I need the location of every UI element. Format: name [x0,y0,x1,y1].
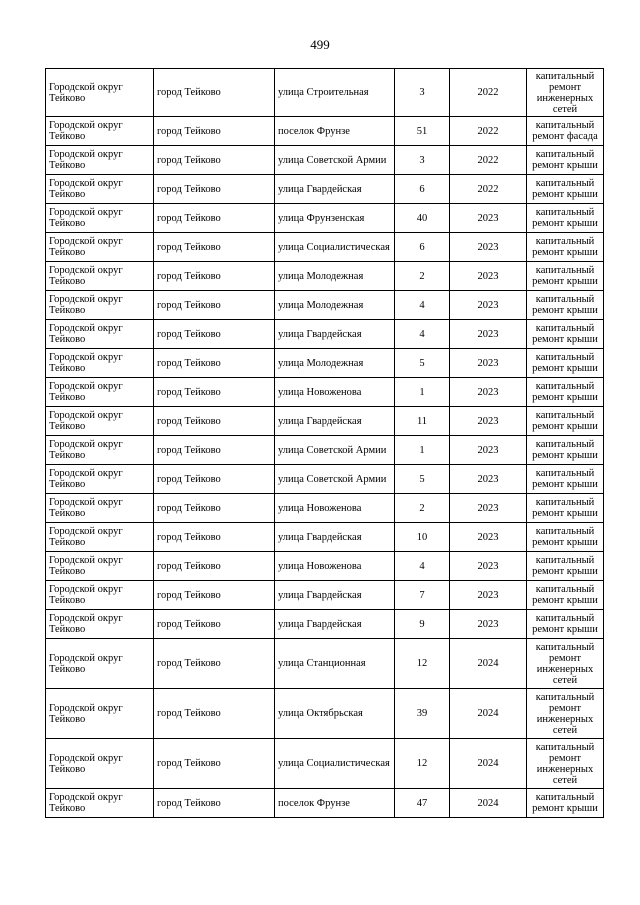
year-cell: 2023 [450,581,527,610]
work-type-cell: капитальный ремонт крыши [527,204,604,233]
house-number-cell: 2 [395,494,450,523]
street-cell: улица Новоженова [275,494,395,523]
year-cell: 2022 [450,175,527,204]
street-cell: улица Советской Армии [275,465,395,494]
table-row [46,552,604,581]
district-cell: Городской округ Тейково [46,610,154,639]
table-row [46,233,604,262]
district-cell: Городской округ Тейково [46,465,154,494]
work-type-cell: капитальный ремонт крыши [527,349,604,378]
table-row [46,581,604,610]
table-row [46,523,604,552]
district-cell: Городской округ Тейково [46,204,154,233]
year-cell: 2023 [450,494,527,523]
street-cell: улица Молодежная [275,291,395,320]
district-cell: Городской округ Тейково [46,523,154,552]
street-cell: улица Гвардейская [275,407,395,436]
city-cell: город Тейково [154,204,275,233]
district-cell: Городской округ Тейково [46,436,154,465]
work-type-cell: капитальный ремонт крыши [527,494,604,523]
district-cell: Городской округ Тейково [46,639,154,689]
table-row [46,639,604,689]
city-cell: город Тейково [154,436,275,465]
city-cell: город Тейково [154,233,275,262]
table-row [46,262,604,291]
year-cell: 2024 [450,639,527,689]
table-row [46,436,604,465]
district-cell: Городской округ Тейково [46,739,154,789]
work-type-cell: капитальный ремонт крыши [527,436,604,465]
city-cell: город Тейково [154,320,275,349]
house-number-cell: 6 [395,175,450,204]
city-cell: город Тейково [154,689,275,739]
street-cell: улица Советской Армии [275,146,395,175]
district-cell: Городской округ Тейково [46,291,154,320]
year-cell: 2023 [450,610,527,639]
city-cell: город Тейково [154,494,275,523]
house-number-cell: 5 [395,349,450,378]
house-number-cell: 47 [395,789,450,818]
city-cell: город Тейково [154,552,275,581]
house-number-cell: 9 [395,610,450,639]
year-cell: 2023 [450,204,527,233]
house-number-cell: 12 [395,739,450,789]
city-cell: город Тейково [154,69,275,117]
district-cell: Городской округ Тейково [46,552,154,581]
city-cell: город Тейково [154,610,275,639]
city-cell: город Тейково [154,291,275,320]
house-number-cell: 4 [395,291,450,320]
district-cell: Городской округ Тейково [46,581,154,610]
street-cell: улица Гвардейская [275,610,395,639]
table-row [46,494,604,523]
year-cell: 2022 [450,146,527,175]
city-cell: город Тейково [154,523,275,552]
work-type-cell: капитальный ремонт крыши [527,262,604,291]
street-cell: улица Гвардейская [275,581,395,610]
year-cell: 2022 [450,117,527,146]
year-cell: 2024 [450,689,527,739]
street-cell: улица Гвардейская [275,320,395,349]
house-number-cell: 51 [395,117,450,146]
house-number-cell: 4 [395,320,450,349]
district-cell: Городской округ Тейково [46,175,154,204]
year-cell: 2023 [450,465,527,494]
city-cell: город Тейково [154,789,275,818]
city-cell: город Тейково [154,581,275,610]
city-cell: город Тейково [154,739,275,789]
work-type-cell: капитальный ремонт крыши [527,291,604,320]
year-cell: 2023 [450,320,527,349]
house-number-cell: 2 [395,262,450,291]
city-cell: город Тейково [154,349,275,378]
table-row [46,204,604,233]
work-type-cell: капитальный ремонт крыши [527,407,604,436]
year-cell: 2022 [450,69,527,117]
work-type-cell: капитальный ремонт крыши [527,146,604,175]
district-cell: Городской округ Тейково [46,494,154,523]
work-type-cell: капитальный ремонт крыши [527,552,604,581]
work-type-cell: капитальный ремонт инженерных сетей [527,689,604,739]
city-cell: город Тейково [154,465,275,494]
house-number-cell: 10 [395,523,450,552]
house-number-cell: 3 [395,146,450,175]
work-type-cell: капитальный ремонт инженерных сетей [527,639,604,689]
year-cell: 2023 [450,262,527,291]
work-type-cell: капитальный ремонт крыши [527,581,604,610]
street-cell: улица Молодежная [275,349,395,378]
city-cell: город Тейково [154,407,275,436]
year-cell: 2023 [450,349,527,378]
house-number-cell: 3 [395,69,450,117]
street-cell: улица Октябрьская [275,689,395,739]
street-cell: улица Гвардейская [275,175,395,204]
table-row [46,789,604,818]
table-row [46,465,604,494]
work-type-cell: капитальный ремонт крыши [527,523,604,552]
work-type-cell: капитальный ремонт инженерных сетей [527,739,604,789]
city-cell: город Тейково [154,639,275,689]
street-cell: улица Советской Армии [275,436,395,465]
house-number-cell: 11 [395,407,450,436]
street-cell: поселок Фрунзе [275,789,395,818]
year-cell: 2023 [450,552,527,581]
table-row [46,175,604,204]
street-cell: улица Строительная [275,69,395,117]
table-row [46,146,604,175]
table-row [46,349,604,378]
city-cell: город Тейково [154,175,275,204]
house-number-cell: 39 [395,689,450,739]
work-type-cell: капитальный ремонт крыши [527,378,604,407]
district-cell: Городской округ Тейково [46,378,154,407]
year-cell: 2023 [450,407,527,436]
table-row [46,378,604,407]
year-cell: 2023 [450,291,527,320]
work-type-cell: капитальный ремонт крыши [527,233,604,262]
street-cell: улица Новоженова [275,552,395,581]
year-cell: 2023 [450,233,527,262]
house-number-cell: 4 [395,552,450,581]
street-cell: улица Гвардейская [275,523,395,552]
street-cell: улица Станционная [275,639,395,689]
house-number-cell: 5 [395,465,450,494]
street-cell: улица Фрунзенская [275,204,395,233]
street-cell: улица Социалистическая [275,739,395,789]
city-cell: город Тейково [154,117,275,146]
city-cell: город Тейково [154,378,275,407]
work-type-cell: капитальный ремонт фасада [527,117,604,146]
house-number-cell: 6 [395,233,450,262]
street-cell: поселок Фрунзе [275,117,395,146]
house-number-cell: 12 [395,639,450,689]
table-row [46,291,604,320]
house-number-cell: 1 [395,378,450,407]
work-type-cell: капитальный ремонт крыши [527,610,604,639]
district-cell: Городской округ Тейково [46,689,154,739]
year-cell: 2023 [450,436,527,465]
housing-repair-table [45,68,604,818]
district-cell: Городской округ Тейково [46,233,154,262]
table-row [46,117,604,146]
district-cell: Городской округ Тейково [46,320,154,349]
page-number: 499 [310,37,330,52]
district-cell: Городской округ Тейково [46,146,154,175]
district-cell: Городской округ Тейково [46,262,154,291]
year-cell: 2024 [450,789,527,818]
table-row [46,610,604,639]
district-cell: Городской округ Тейково [46,349,154,378]
city-cell: город Тейково [154,146,275,175]
work-type-cell: капитальный ремонт крыши [527,789,604,818]
year-cell: 2023 [450,378,527,407]
street-cell: улица Социалистическая [275,233,395,262]
house-number-cell: 40 [395,204,450,233]
street-cell: улица Молодежная [275,262,395,291]
table-row [46,407,604,436]
house-number-cell: 7 [395,581,450,610]
work-type-cell: капитальный ремонт крыши [527,175,604,204]
work-type-cell: капитальный ремонт крыши [527,465,604,494]
table-row [46,69,604,117]
city-cell: город Тейково [154,262,275,291]
house-number-cell: 1 [395,436,450,465]
district-cell: Городской округ Тейково [46,789,154,818]
year-cell: 2024 [450,739,527,789]
district-cell: Городской округ Тейково [46,407,154,436]
table-row [46,739,604,789]
year-cell: 2023 [450,523,527,552]
work-type-cell: капитальный ремонт инженерных сетей [527,69,604,117]
street-cell: улица Новоженова [275,378,395,407]
table-row [46,689,604,739]
district-cell: Городской округ Тейково [46,69,154,117]
district-cell: Городской округ Тейково [46,117,154,146]
table-row [46,320,604,349]
work-type-cell: капитальный ремонт крыши [527,320,604,349]
